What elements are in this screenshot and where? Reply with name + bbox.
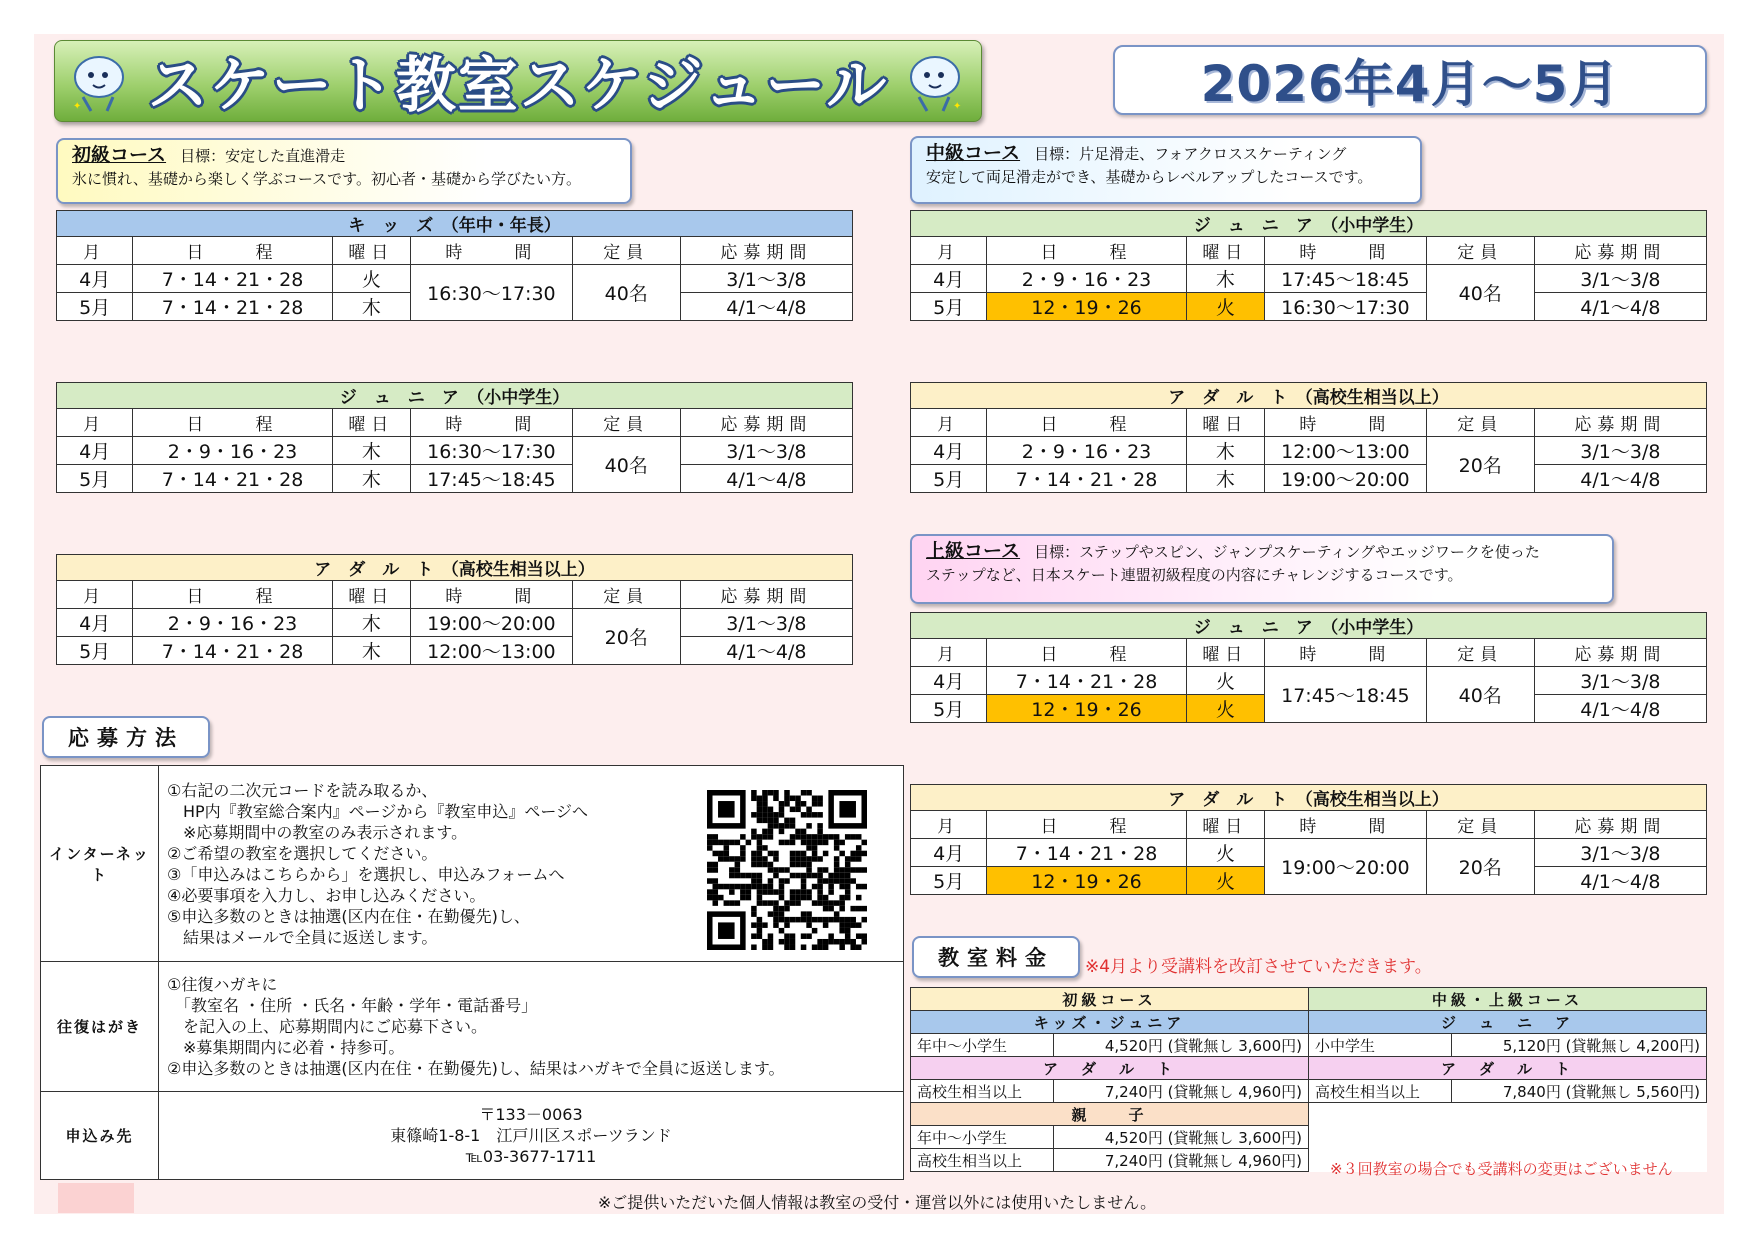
table-header-row [911,639,1707,667]
dates-cell: 7・14・21・28 [133,293,332,321]
period-cell: 4/1～4/8 [680,465,852,493]
schedule-table-advanced-junior [910,612,1707,723]
dates-cell: 2・9・16・23 [133,609,332,637]
month-cell: 5月 [911,695,987,723]
column-header: 曜日 [332,581,410,609]
beginner-course-box [56,138,632,204]
fee-age: 年中～小学生 [911,1034,1054,1057]
capacity-cell: 40名 [1426,265,1534,321]
column-header: 日 程 [987,237,1186,265]
table-row [911,265,1707,293]
column-header: 定員 [572,409,680,437]
table-title: ジ ュ ニ ア （小中学生） [911,613,1707,639]
mascot-icon [903,47,967,115]
period-cell: 4/1～4/8 [1534,465,1706,493]
instruction-line: ℡03-3677-1711 [465,1147,597,1166]
table-row [911,293,1707,321]
month-cell: 4月 [911,265,987,293]
month-cell: 5月 [911,867,987,895]
instruction-line: 東篠崎1-8-1 江戸川区スポーツランド [390,1126,672,1145]
table-row [57,637,853,665]
column-header: 応募期間 [1534,811,1706,839]
month-cell: 4月 [911,437,987,465]
table-title-row [911,211,1707,237]
intermediate-course-box [910,136,1422,204]
table-header-row [911,237,1707,265]
dates-cell: 12・19・26 [987,695,1186,723]
fee-unchanged-note: ※３回教室の場合でも受講料の変更はございません [1330,1160,1673,1178]
schedule-table-intermediate-adult [910,382,1707,493]
schedule-table-beginner-adult [56,554,853,665]
instruction-line: ①往復ハガキに [167,975,278,994]
fee-amount: 4,520円 (貸靴無し 3,600円) [1054,1034,1309,1057]
day-cell: 火 [1186,293,1264,321]
column-header: 時 間 [1264,811,1426,839]
address-label: 申込み先 [41,1092,159,1180]
column-header: 応募期間 [1534,409,1706,437]
fee-amount: 5,120円 (貸靴無し 4,200円) [1452,1034,1707,1057]
fee-amount: 7,840円 (貸靴無し 5,560円) [1452,1080,1707,1103]
table-title-row [57,383,853,409]
table-title-row [911,383,1707,409]
column-header: 日 程 [987,409,1186,437]
period-cell: 3/1～3/8 [1534,437,1706,465]
svg-text:✦: ✦ [73,101,82,112]
column-header: 日 程 [133,581,332,609]
period-cell: 3/1～3/8 [680,265,852,293]
period-cell: 4/1～4/8 [1534,293,1706,321]
table-header-row [911,811,1707,839]
fee-category: ア ダ ル ト [911,1057,1309,1080]
fee-age: 年中～小学生 [911,1126,1054,1149]
svg-text:✦: ✦ [953,101,962,112]
table-title-row [911,785,1707,811]
column-header: 月 [57,409,133,437]
column-header: 日 程 [987,639,1186,667]
capacity-cell: 40名 [572,265,680,321]
instruction-line: 結果はメールで全員に返送します。 [167,927,438,947]
instruction-line: ⑤申込多数のときは抽選(区内在住・在勤優先)し、 [167,906,530,926]
time-cell: 19:00～20:00 [1264,839,1426,895]
fee-age: 高校生相当以上 [911,1149,1054,1172]
table-title: ア ダ ル ト （高校生相当以上） [911,785,1707,811]
fee-age: 高校生相当以上 [1309,1080,1452,1103]
fee-table [910,987,1707,1172]
time-cell: 16:30～17:30 [410,437,572,465]
month-cell: 4月 [57,265,133,293]
table-title: ジ ュ ニ ア （小中学生） [911,211,1707,237]
internet-label: インターネット [41,766,159,962]
column-header: 曜日 [1186,639,1264,667]
dates-cell: 7・14・21・28 [133,637,332,665]
instruction-line: ※募集期間内に必着・持参可。 [167,1038,405,1057]
dates-cell: 2・9・16・23 [133,437,332,465]
table-row [911,839,1707,867]
period-cell: 3/1～3/8 [680,609,852,637]
period-cell: 3/1～3/8 [680,437,852,465]
table-title-row [57,211,853,237]
fee-amount: 4,520円 (貸靴無し 3,600円) [1054,1126,1309,1149]
column-header: 定員 [1426,237,1534,265]
column-header: 時 間 [1264,237,1426,265]
table-row [57,265,853,293]
table-title: ア ダ ル ト （高校生相当以上） [57,555,853,581]
dates-cell: 7・14・21・28 [987,465,1186,493]
table-title: ア ダ ル ト （高校生相当以上） [911,383,1707,409]
fee-revision-note: ※4月より受講料を改訂させていただきます。 [1085,957,1432,977]
fees-label: 教室料金 [912,936,1080,978]
course-name: 上級コース [926,540,1021,562]
schedule-table-advanced-adult [910,784,1707,895]
column-header: 定員 [1426,409,1534,437]
column-header: 曜日 [1186,811,1264,839]
column-header: 曜日 [332,409,410,437]
capacity-cell: 20名 [1426,839,1534,895]
capacity-cell: 20名 [1426,437,1534,493]
time-cell: 19:00～20:00 [410,609,572,637]
column-header: 日 程 [133,409,332,437]
column-header: 日 程 [987,811,1186,839]
fee-beginner-title: 初級コース [911,988,1309,1011]
column-header: 月 [57,581,133,609]
table-row [911,465,1707,493]
fee-category: ア ダ ル ト [1309,1057,1707,1080]
column-header: 応募期間 [1534,639,1706,667]
advanced-course-box [910,534,1614,604]
time-cell: 16:30～17:30 [1264,293,1426,321]
column-header: 曜日 [332,237,410,265]
column-header: 時 間 [410,409,572,437]
title-banner [54,40,982,122]
dates-cell: 12・19・26 [987,867,1186,895]
course-goal: 目標：片足滑走、フォアクロススケーティング [1034,145,1347,163]
instruction-line: を記入の上、応募期間内にご応募下さい。 [167,1017,488,1036]
column-header: 月 [57,237,133,265]
column-header: 応募期間 [680,409,852,437]
postcard-instructions [159,962,904,1092]
privacy-footer: ※ご提供いただいた個人情報は教室の受付・運営以外には使用いたしません。 [597,1193,1157,1212]
period-cell: 4/1～4/8 [1534,867,1706,895]
month-cell: 5月 [911,293,987,321]
time-cell: 19:00～20:00 [1264,465,1426,493]
period-cell: 3/1～3/8 [1534,265,1706,293]
table-header-row [57,237,853,265]
column-header: 時 間 [1264,639,1426,667]
instruction-line: ③「申込みはこちらから」を選択し、申込みフォームへ [167,864,565,884]
time-cell: 16:30～17:30 [410,265,572,321]
day-cell: 木 [332,465,410,493]
column-header: 月 [911,237,987,265]
page-title: スケート教室スケジュール [147,51,889,121]
address-info [159,1092,904,1180]
fee-category: ジ ュ ニ ア [1309,1011,1707,1034]
instruction-line: ①右記の二次元コードを読み取るか、 [167,780,438,800]
qr-code-icon[interactable] [707,790,867,950]
column-header: 時 間 [410,237,572,265]
instruction-line: ②ご希望の教室を選択してください。 [167,843,438,863]
course-desc: ステップなど、日本スケート連盟初級程度の内容にチャレンジするコースです。 [926,566,1463,584]
schedule-table-intermediate-junior [910,210,1707,321]
column-header: 時 間 [1264,409,1426,437]
table-title-row [57,555,853,581]
dates-cell: 7・14・21・28 [987,839,1186,867]
day-cell: 木 [1186,465,1264,493]
mascot-icon [67,47,131,115]
time-cell: 12:00～13:00 [410,637,572,665]
capacity-cell: 40名 [572,437,680,493]
period-box [1113,45,1707,115]
column-header: 定員 [1426,639,1534,667]
time-cell: 17:45～18:45 [1264,667,1426,723]
day-cell: 木 [332,437,410,465]
month-cell: 4月 [911,839,987,867]
fee-category: 親 子 [911,1103,1309,1126]
period-text: 2026年4月～5月 [1200,55,1620,113]
column-header: 定員 [1426,811,1534,839]
dates-cell: 7・14・21・28 [133,265,332,293]
day-cell: 火 [1186,839,1264,867]
period-cell: 3/1～3/8 [1534,839,1706,867]
day-cell: 木 [1186,437,1264,465]
capacity-cell: 20名 [572,609,680,665]
day-cell: 火 [332,265,410,293]
day-cell: 木 [332,293,410,321]
month-cell: 4月 [57,609,133,637]
column-header: 曜日 [1186,237,1264,265]
course-desc: 安定して両足滑走ができ、基礎からレベルアップしたコースです。 [926,168,1373,186]
table-row [57,437,853,465]
fee-amount: 7,240円 (貸靴無し 4,960円) [1054,1149,1309,1172]
dates-cell: 7・14・21・28 [133,465,332,493]
month-cell: 4月 [911,667,987,695]
column-header: 応募期間 [680,581,852,609]
table-header-row [57,581,853,609]
time-cell: 12:00～13:00 [1264,437,1426,465]
day-cell: 木 [332,609,410,637]
period-cell: 4/1～4/8 [680,637,852,665]
fee-age: 小中学生 [1309,1034,1452,1057]
instruction-line: ②申込多数のときは抽選(区内在住・在勤優先)し、結果はハガキで全員に返送します。 [167,1059,785,1078]
table-header-row [57,409,853,437]
month-cell: 5月 [911,465,987,493]
day-cell: 木 [332,637,410,665]
day-cell: 火 [1186,867,1264,895]
course-name: 中級コース [926,142,1021,164]
month-cell: 5月 [57,293,133,321]
table-row [911,437,1707,465]
period-cell: 4/1～4/8 [1534,695,1706,723]
column-header: 時 間 [410,581,572,609]
instruction-line: 「教室名 ・住所 ・氏名・年齢・学年・電話番号」 [167,996,538,1015]
fee-amount: 7,240円 (貸靴無し 4,960円) [1054,1080,1309,1103]
instruction-line: HP内『教室総合案内』ページから『教室申込』ページへ [167,801,589,821]
dates-cell: 7・14・21・28 [987,667,1186,695]
fee-upper-title: 中級・上級コース [1309,988,1707,1011]
capacity-cell: 40名 [1426,667,1534,723]
postcard-label: 往復はがき [41,962,159,1092]
table-row [57,465,853,493]
instruction-line: 〒133－0063 [479,1105,583,1124]
column-header: 月 [911,639,987,667]
dates-cell: 12・19・26 [987,293,1186,321]
month-cell: 5月 [57,637,133,665]
course-goal: 目標：安定した直進滑走 [180,147,346,165]
course-goal: 目標：ステップやスピン、ジャンプスケーティングやエッジワークを使った [1034,543,1540,561]
period-cell: 3/1～3/8 [1534,667,1706,695]
fee-category: キッズ・ジュニア [911,1011,1309,1034]
table-header-row [911,409,1707,437]
column-header: 月 [911,811,987,839]
instruction-line: ④必要事項を入力し、お申し込みください。 [167,885,486,905]
table-title-row [911,613,1707,639]
method-label: 応募方法 [42,716,210,758]
schedule-table-beginner-junior [56,382,853,493]
dates-cell: 2・9・16・23 [987,265,1186,293]
course-desc: 氷に慣れ、基礎から楽しく学ぶコースです。初心者・基礎から学びたい方。 [72,170,581,188]
day-cell: 火 [1186,695,1264,723]
column-header: 曜日 [1186,409,1264,437]
table-title: ジ ュ ニ ア （小中学生） [57,383,853,409]
instruction-line: ※応募期間中の教室のみ表示されます。 [167,822,468,842]
table-row [57,609,853,637]
time-cell: 17:45～18:45 [1264,265,1426,293]
column-header: 日 程 [133,237,332,265]
dates-cell: 2・9・16・23 [987,437,1186,465]
column-header: 応募期間 [680,237,852,265]
month-cell: 4月 [57,437,133,465]
column-header: 応募期間 [1534,237,1706,265]
table-title: キ ッ ズ （年中・年長） [57,211,853,237]
course-name: 初級コース [72,144,167,166]
time-cell: 17:45～18:45 [410,465,572,493]
day-cell: 木 [1186,265,1264,293]
month-cell: 5月 [57,465,133,493]
period-cell: 4/1～4/8 [680,293,852,321]
fee-age: 高校生相当以上 [911,1080,1054,1103]
day-cell: 火 [1186,667,1264,695]
column-header: 定員 [572,581,680,609]
schedule-table-beginner-kids [56,210,853,321]
column-header: 月 [911,409,987,437]
column-header: 定員 [572,237,680,265]
table-row [911,667,1707,695]
